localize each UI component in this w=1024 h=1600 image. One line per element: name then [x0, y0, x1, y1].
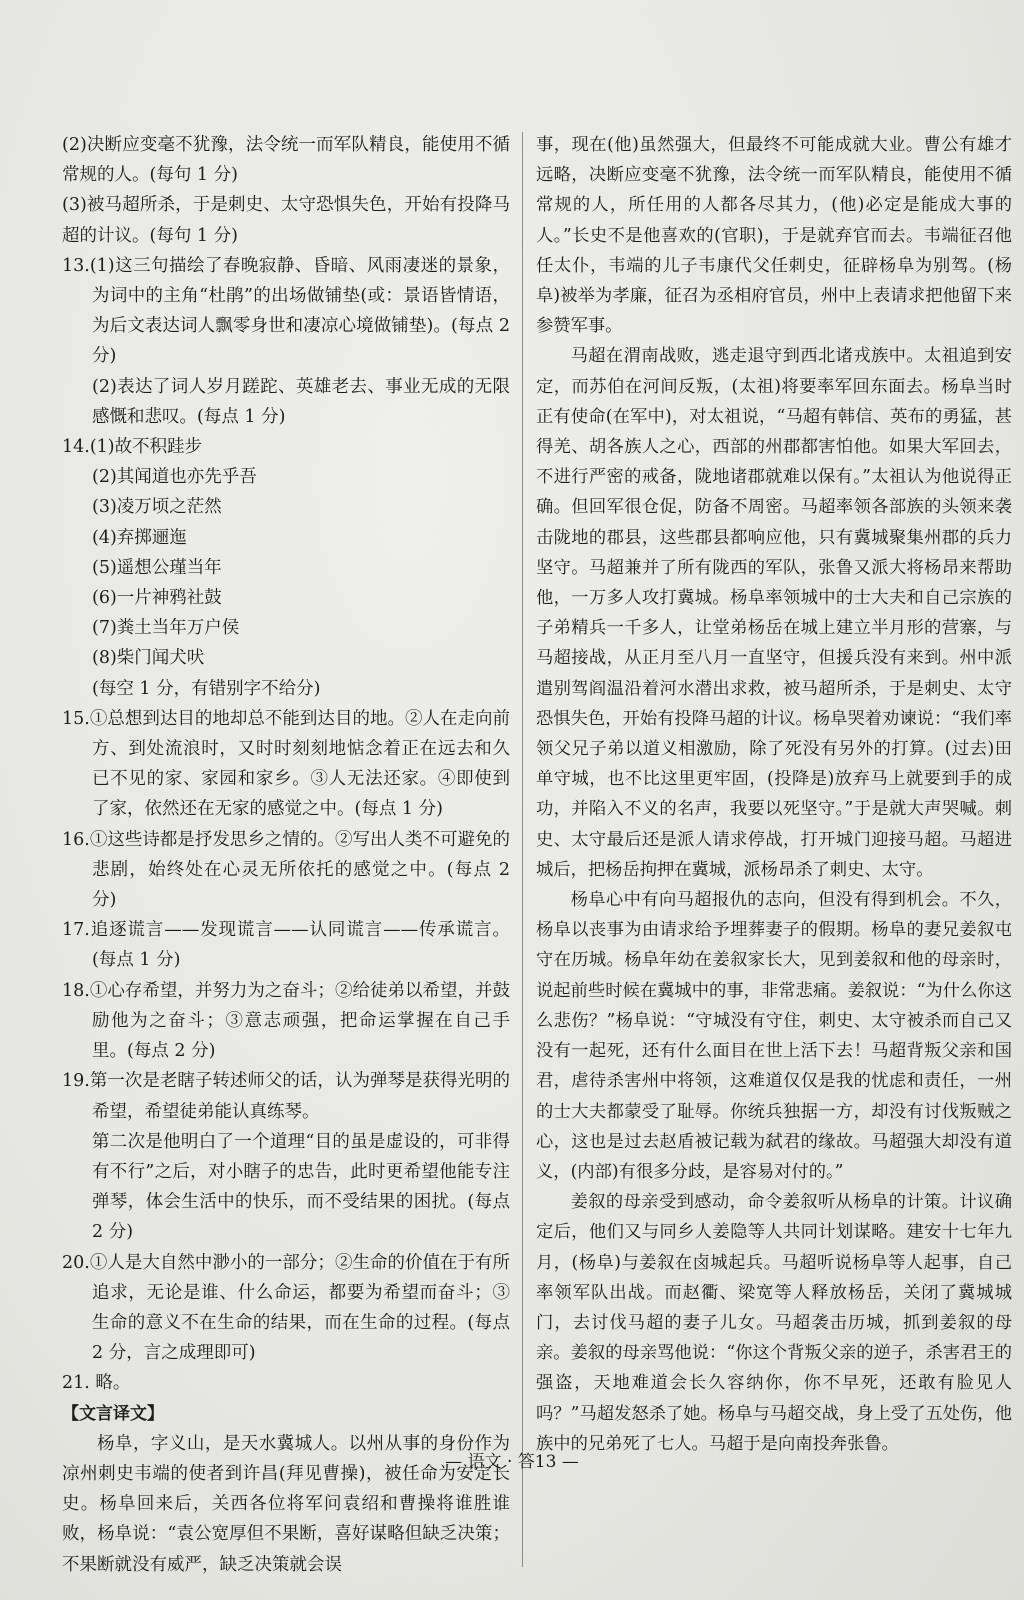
translation-paragraph-2: 事，现在(他)虽然强大，但最终不可能成就大业。曹公有雄才远略，决断应变毫不犹豫，法令统一而军队精良，能使用不循常规的人，所任用的人都各尽其力，(他)必定是能成大事的人。”长史不是他喜欢的(官职)，于是就弃官而去。韦端征召他任太仆，韦端的儿子韦康代父任刺史，征辟杨阜为别驾。(杨阜)被举为孝廉，征召为丞相府官员，州中上表请求把他留下来参赞军事。	[536, 135, 1012, 337]
answer-12-2: (2)决断应变毫不犹豫，法令统一而军队精良，能使用不循常规的人。(每句 1 分)	[62, 135, 510, 186]
left-column	[62, 130, 510, 1580]
answer-13-number: 13.	[62, 255, 90, 276]
answer-18-text: ①心存希望，并努力为之奋斗；②给徒弟以希望，并鼓励他为之奋斗；③意志顽强，把命运掌握在自己手里。(每点 2 分)	[89, 980, 510, 1062]
answer-14-item: (6)一片神鸦社鼓	[92, 588, 222, 609]
answer-14-scoring: (每空 1 分，有错别字不给分)	[92, 678, 321, 699]
answer-14	[62, 432, 510, 462]
answer-18-number: 18.	[62, 980, 90, 1001]
translation-paragraph-1: 杨阜，字义山，是天水冀城人。以州从事的身份作为凉州刺史韦端的使者到许昌(拜见曹操)，被任命为安定长史。杨阜回来后，关西各位将军问袁绍和曹操将谁胜谁败，杨阜说：“袁公宽厚但不果断，喜好谋略但缺乏决策；不果断就没有威严，缺乏决策就会误	[62, 1433, 510, 1575]
answer-20	[62, 1248, 510, 1369]
answer-17	[62, 915, 510, 975]
answer-16-number: 16.	[62, 829, 90, 850]
answer-14-number: 14.	[62, 437, 90, 458]
answer-21: 21. 略。	[62, 1373, 131, 1394]
translation-paragraph-5: 姜叙的母亲受到感动，命令姜叙听从杨阜的计策。计议确定后，他们又与同乡人姜隐等人共同计划谋略。建安十七年九月，(杨阜)与姜叙在卤城起兵。马超听说杨阜等人起事，自己率领军队出战。而赵衢、梁宽等人释放杨岳，关闭了冀城城门，去讨伐马超的妻子儿女。马超袭击历城，抓到姜叙的母亲。姜叙的母亲骂他说：“你这个背叛父亲的逆子，杀害君王的强盗，天地难道会长久容纳你，你不早死，还敢有脸见人吗？”马超发怒杀了她。杨阜与马超交战，身上受了五处伤，他族中的兄弟死了七人。马超于是向南投奔张鲁。	[536, 1192, 1012, 1454]
answer-19	[62, 1066, 510, 1126]
answer-13-2: (2)表达了词人岁月蹉跎、英雄老去、事业无成的无限感慨和悲叹。(每点 1 分)	[92, 376, 510, 427]
answer-19-part-b: 第二次是他明白了一个道理“目的虽是虚设的，可非得有不行”之后，对小瞎子的忠告，此时更希望他能专注弹琴，体会生活中的快乐，而不受结果的困扰。(每点 2 分)	[92, 1131, 510, 1243]
answer-14-item: (3)凌万顷之茫然	[92, 497, 222, 518]
answer-17-number: 17.	[62, 920, 90, 941]
answer-16	[62, 825, 510, 916]
answer-19-part-a: 第一次是老瞎子转述师父的话，认为弹琴是获得光明的希望，希望徒弟能认真练琴。	[89, 1071, 510, 1122]
answer-18	[62, 976, 510, 1067]
answer-14-item: (5)遥想公瑾当年	[92, 557, 222, 578]
answer-14-item: (8)柴门闻犬吠	[92, 648, 205, 669]
answer-13-1: (1)这三句描绘了春晚寂静、昏暗、风雨凄迷的景象，为词中的主角“杜鹃”的出场做铺垫(或：景语皆情语，为后文表达词人飘零身世和凄凉心境做铺垫)。(每点 2 分)	[89, 255, 510, 367]
translation-paragraph-4: 杨阜心中有向马超报仇的志向，但没有得到机会。不久，杨阜以丧事为由请求给予埋葬妻子的假期。杨阜的妻兄姜叙屯守在历城。杨阜年幼在姜叙家长大，见到姜叙和他的母亲时，说起前些时候在冀城中的事，非常悲痛。姜叙说：“为什么你这么悲伤？”杨阜说：“守城没有守住，刺史、太守被杀而自己又没有一起死，还有什么面目在世上活下去！马超背叛父亲和国君，虐待杀害州中将领，这难道仅仅是我的忧虑和责任，一州的士大夫都蒙受了耻辱。你统兵独据一方，却没有讨伐叛贼之心，这也是过去赵盾被记载为弑君的缘故。马超强大却没有道义，(内部)有很多分歧，是容易对付的。”	[536, 890, 1012, 1182]
answer-14-item: (7)粪土当年万户侯	[92, 618, 240, 639]
section-title-translation: 【文言译文】	[62, 1403, 164, 1424]
answer-20-number: 20.	[62, 1252, 90, 1273]
answer-15-number: 15.	[62, 708, 90, 729]
answer-20-text: ①人是大自然中渺小的一部分；②生命的价值在于有所追求，无论是谁、什么命运，都要为希望而奋斗；③生命的意义不在生命的结果，而在生命的过程。(每点 2 分，言之成理即可)	[89, 1252, 510, 1364]
answer-14-item: (1)故不积跬步	[89, 437, 203, 458]
answer-13	[62, 251, 510, 372]
answer-19-number: 19.	[62, 1071, 90, 1092]
page-footer: — 语文 · 答13 —	[445, 1452, 579, 1472]
answer-12-3: (3)被马超所杀，于是刺史、太守恐惧失色，开始有投降马超的计议。(每句 1 分)	[62, 195, 510, 246]
column-divider	[522, 132, 523, 1567]
answer-14-item: (2)其闻道也亦先乎吾	[92, 467, 257, 488]
answer-15-text: ①总想到达目的地却总不能到达目的地。②人在走向前方、到处流浪时，又时时刻刻地惦念着正在远去和久已不见的家、家园和家乡。③人无法还家。④即使到了家，依然还在无家的感觉之中。(每点 1 分)	[89, 708, 510, 820]
answer-16-text: ①这些诗都是抒发思乡之情的。②写出人类不可避免的悲剧，始终处在心灵无所依托的感觉之中。(每点 2 分)	[89, 829, 510, 911]
answer-17-text: 追逐谎言——发现谎言——认同谎言——传承谎言。(每点 1 分)	[89, 920, 510, 971]
answer-14-item: (4)弃掷逦迤	[92, 527, 187, 548]
translation-paragraph-3: 马超在渭南战败，逃走退守到西北诸戎族中。太祖追到安定，而苏伯在河间反叛，(太祖)将要率军回东面去。杨阜当时正有使命(在军中)，对太祖说，“马超有韩信、英布的勇猛，甚得羌、胡各族人之心，西部的州郡都害怕他。如果大军回去，不进行严密的戒备，陇地诸郡就难以保有。”太祖认为他说得正确。但回军很仓促，防备不周密。马超率领各部族的头领来袭击陇地的郡县，这些郡县都响应他，只有冀城聚集州郡的兵力坚守。马超兼并了所有陇西的军队，张鲁又派大将杨昂来帮助他，一万多人攻打冀城。杨阜率领城中的士大夫和自己宗族的子弟精兵一千多人，让堂弟杨岳在城上建立半月形的营寨，与马超接战，从正月至八月一直坚守，但援兵没有来到。州中派遣别驾阎温沿着河水潜出求救，被马超所杀，于是刺史、太守恐惧失色，开始有投降马超的计议。杨阜哭着劝谏说：“我们率领父兄子弟以道义相激励，除了死没有另外的打算。(过去)田单守城，也不比这里更牢固，(投降是)放弃马上就要到手的成功，并陷入不义的名声，我要以死坚守。”于是就大声哭喊。刺史、太守最后还是派人请求停战，打开城门迎接马超。马超进城后，把杨岳拘押在冀城，派杨昂杀了刺史、太守。	[536, 346, 1012, 880]
answer-15	[62, 704, 510, 825]
right-column	[536, 130, 1012, 1459]
